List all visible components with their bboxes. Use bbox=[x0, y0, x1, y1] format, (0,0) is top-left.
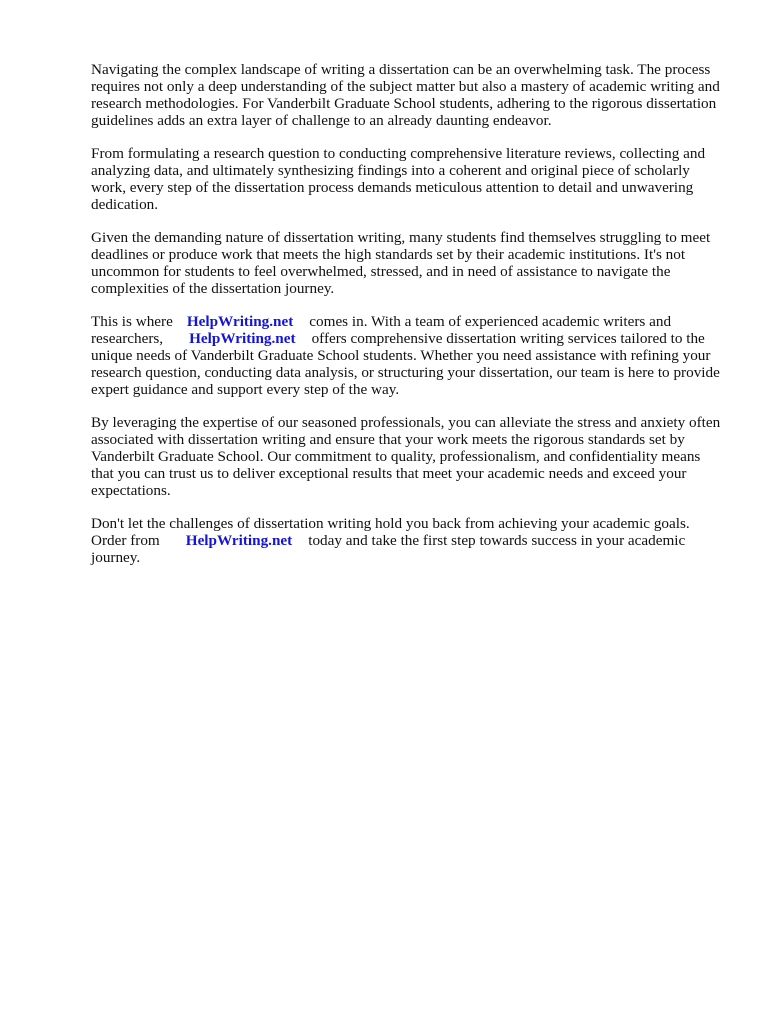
paragraph-cta-text-2: today and take the first step towards success in your academic journey. bbox=[91, 532, 686, 566]
paragraph-intro: Navigating the complex landscape of writing a dissertation can be an overwhelming task. The process requires not only a deep understanding of the subject matter but also a mastery of academic writing and research methodologies. For Vanderbilt Graduate School students, adhering to the rigorous dissertation guidelines adds an extra layer of challenge to an already daunting endeavor. bbox=[91, 61, 720, 129]
paragraph-expertise: By leveraging the expertise of our seasoned professionals, you can alleviate the stress and anxiety often associated with dissertation writing and ensure that your work meets the rigorous standards set by Vanderbilt Graduate School. Our commitment to quality, professionalism, and confidentiality means that you can trust us to deliver exceptional results that meet your academic needs and exceed your expectations. bbox=[91, 414, 721, 499]
paragraph-cta-text-1: Don't let the challenges of dissertation writing hold you back from achieving your academic goals. Order from bbox=[91, 515, 690, 549]
paragraph-call-to-action bbox=[91, 515, 723, 566]
paragraph-process: From formulating a research question to conducting comprehensive literature reviews, collecting and analyzing data, and ultimately synthesizing findings into a coherent and original piece of scholarly work, every step of the dissertation process demands meticulous attention to detail and unwavering dedication. bbox=[91, 145, 706, 213]
paragraph-service-text-1: This is where bbox=[91, 313, 173, 330]
helpwriting-link-3[interactable]: HelpWriting.net bbox=[185, 532, 293, 549]
helpwriting-link-2[interactable]: HelpWriting.net bbox=[189, 330, 296, 347]
paragraph-service-text-3: offers comprehensive dissertation writing services tailored to the unique needs of Vanderbilt Graduate School students. Whether you need assistance with refining your research question, conducting data analysis, or structuring your dissertation, our team is here to provide expert guidance and support every step of the way. bbox=[91, 330, 720, 398]
paragraph-challenges: Given the demanding nature of dissertation writing, many students find themselves struggling to meet deadlines or produce work that meets the high standards set by their academic institutions. It's not uncommon for students to feel overwhelmed, stressed, and in need of assistance to navigate the complexities of the dissertation journey. bbox=[91, 229, 711, 297]
paragraph-service bbox=[91, 313, 723, 398]
helpwriting-link-1[interactable]: HelpWriting.net bbox=[186, 313, 294, 330]
paragraph-service-text-2: comes in. With a team of experienced academic writers and researchers, bbox=[91, 313, 672, 347]
document-body bbox=[91, 61, 723, 582]
